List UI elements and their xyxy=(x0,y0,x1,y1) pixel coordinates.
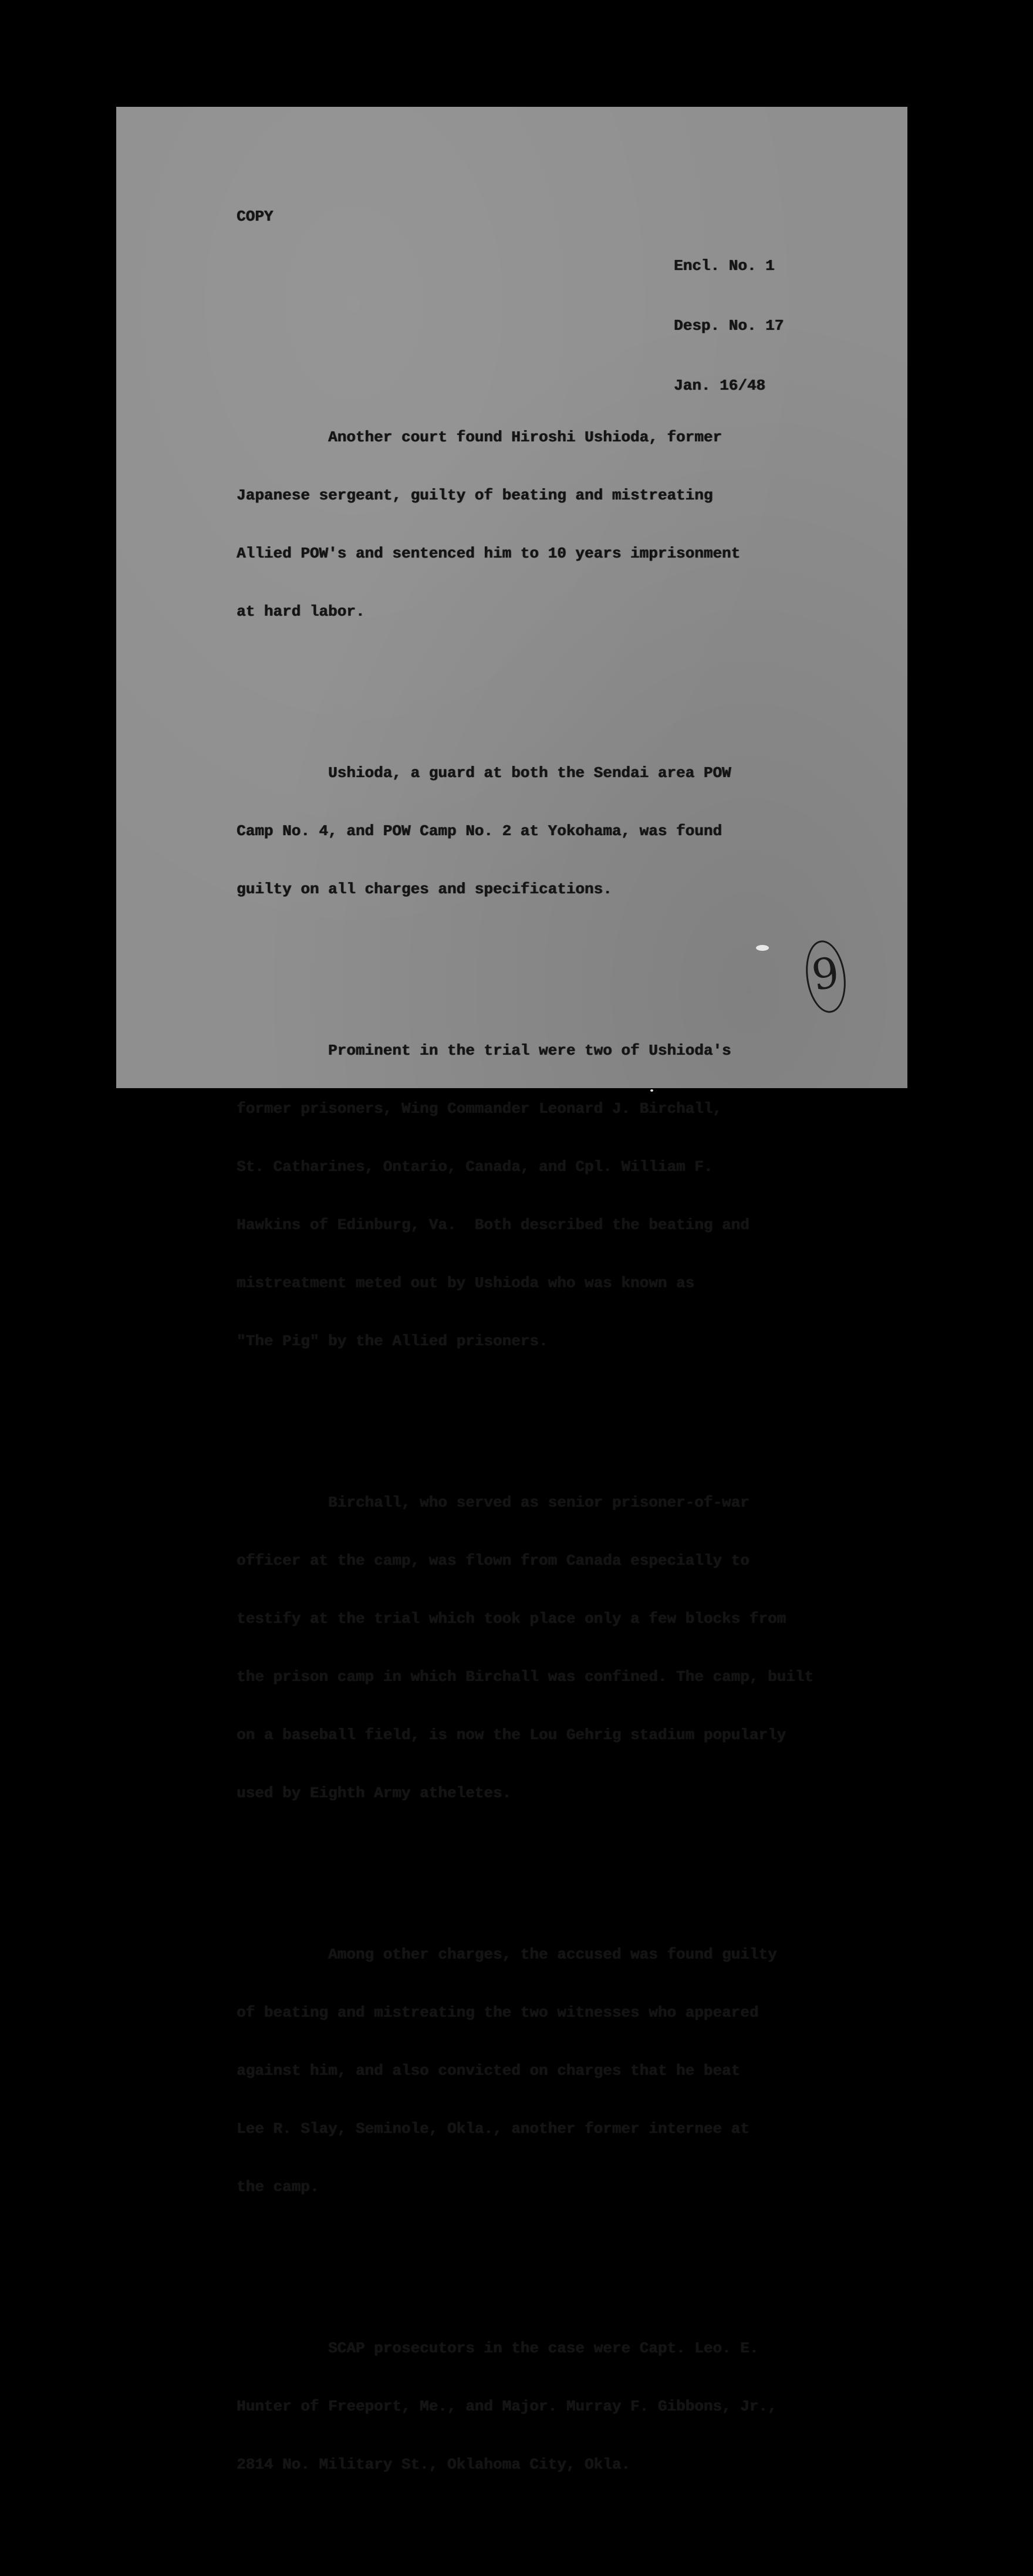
text-line: mistreatment meted out by Ushioda who was known as xyxy=(237,1274,695,1292)
text-line: of beating and mistreating the two witnesses who appeared xyxy=(237,2004,759,2021)
scan-flare xyxy=(756,945,769,951)
paragraph-birchall xyxy=(237,1453,870,1841)
text-line: used by Eighth Army atheletes. xyxy=(237,1784,512,1802)
text-line: Allied POW's and sentenced him to 10 years imprisonment xyxy=(237,545,741,562)
text-line: officer at the camp, was flown from Canada especially to xyxy=(237,1552,750,1569)
text-line: on a baseball field, is now the Lou Gehrig stadium popularly xyxy=(237,1726,786,1744)
text-line: St. Catharines, Ontario, Canada, and Cpl. William F. xyxy=(237,1158,713,1176)
paragraph-prosecutors xyxy=(237,2298,870,2513)
text-line: Prominent in the trial were two of Ushioda's xyxy=(237,1042,731,1059)
text-line: SCAP prosecutors in the case were Capt. Leo. E. xyxy=(237,2339,759,2357)
text-line: 2814 No. Military St., Oklahoma City, Okla. xyxy=(237,2456,630,2473)
text-line: against him, and also convicted on charges that he beat xyxy=(237,2062,741,2079)
text-line: Among other charges, the accused was found guilty xyxy=(237,1946,777,1963)
despatch-number: Desp. No. 17 xyxy=(674,317,784,335)
text-line: Birchall, who served as senior prisoner-of-war xyxy=(237,1494,750,1511)
text-line: Another court found Hiroshi Ushioda, former xyxy=(237,428,722,446)
document-body xyxy=(237,347,870,2576)
text-line: Camp No. 4, and POW Camp No. 2 at Yokohama, was found xyxy=(237,822,722,840)
copy-label: COPY xyxy=(237,208,274,225)
text-line: former prisoners, Wing Commander Leonard J. Birchall, xyxy=(237,1100,722,1117)
paragraph-verdict xyxy=(237,387,870,660)
text-line: "The Pig" by the Allied prisoners. xyxy=(237,1332,548,1350)
document-page xyxy=(116,107,907,2473)
text-line: Ushioda, a guard at both the Sendai area POW xyxy=(237,764,731,782)
text-line: guilty on all charges and specifications. xyxy=(237,880,612,898)
text-line: Hawkins of Edinburg, Va. Both described the beating and xyxy=(237,1216,750,1234)
paragraph-charges xyxy=(237,1905,870,2235)
text-line: Lee R. Slay, Seminole, Okla., another former internee at xyxy=(237,2120,750,2138)
text-line: testify at the trial which took place only a few blocks from xyxy=(237,1610,786,1628)
text-line: the prison camp in which Birchall was confined. The camp, built xyxy=(237,1668,813,1686)
paragraph-witnesses xyxy=(237,1001,870,1389)
text-line: Hunter of Freeport, Me., and Major. Murray F. Gibbons, Jr., xyxy=(237,2398,777,2415)
page-number: 9 xyxy=(808,947,842,1000)
text-line: the camp. xyxy=(237,2178,319,2196)
text-line: Japanese sergeant, guilty of beating and mistreating xyxy=(237,487,713,504)
text-line: at hard labor. xyxy=(237,603,365,620)
enclosure-date: Jan. 16/48 xyxy=(674,377,766,394)
paragraph-guard xyxy=(237,723,870,937)
enclosure-number: Encl. No. 1 xyxy=(674,257,775,275)
scan-speck xyxy=(650,1089,653,1092)
